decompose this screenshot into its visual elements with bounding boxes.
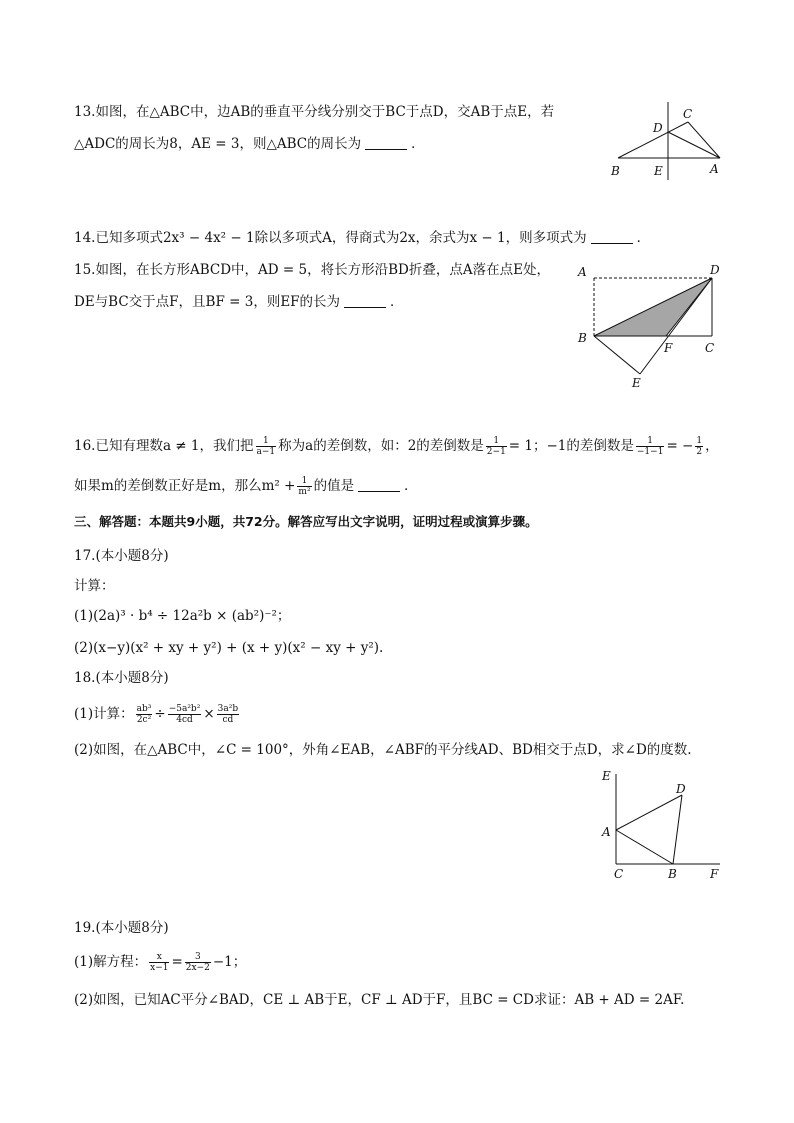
q17-part1: (1)(2a)³ · b⁴ ÷ 12a²b × (ab²)⁻²； [74,608,291,624]
q16-text-1: 16.已知有理数a ≠ 1，我们把 [74,438,254,454]
q17-part2: (2)(x−y)(x² + xy + y²) + (x + y)(x² − xy + y²). [74,640,384,656]
q18-divide-sign: ÷ [154,706,166,722]
q15-label-C: C [705,341,715,355]
q18-label-F: F [710,867,719,881]
q16-line2 [74,474,418,498]
q16-line2-text-b: 的值是 [313,478,355,494]
q19-part1-text: (1)解方程： [74,954,148,970]
q13-label-A: A [710,162,719,176]
q18-label-A: A [602,825,611,839]
q18-figure [596,766,726,884]
q16-fraction-4: $\frac{1}{2}$ [696,436,703,457]
q15-answer-blank [344,293,386,308]
q13-label-D: D [653,121,663,135]
q18-line-AD [616,795,682,830]
q16-period: ． [404,478,418,494]
q16-text-5: ， [705,438,719,454]
q13-line2 [74,134,425,154]
q13-answer-blank [365,135,407,150]
section-3-heading: 三、解答题：本题共9小题，共72分。解答应写出文字说明，证明过程或演算步骤。 [74,514,538,529]
q15-period: ． [390,294,404,310]
q18-label-D: D [676,782,686,796]
q18-fraction-2: $\frac{\text{−5a²b²}}{4cd}$ [168,704,201,725]
q13-line2-text: △ADC的周长为8，AE = 3，则△ABC的周长为 [74,136,362,152]
q19-title: 19.(本小题8分) [74,920,169,936]
q16-fraction-1: $\frac{1}{a-1}$ [256,436,276,457]
q15-figure [574,262,730,392]
q19-fraction-2: $\frac{3}{2x-2}$ [185,952,210,973]
q16-fraction-5: $\frac{1}{\text{m²}}$ [298,476,311,497]
q18-label-E: E [602,769,611,783]
q17-title: 17.(本小题8分) [74,548,169,564]
q18-label-B: B [668,867,677,881]
q16-line2-text: 如果m的差倒数正好是m，那么m² + [74,478,296,494]
q19-part1-tail: −1； [212,954,247,970]
q18-fraction-3: $\frac{\text{3a²b}}{cd}$ [217,704,239,725]
q15-label-A: A [578,265,587,279]
q13-label-C: C [683,107,693,121]
q14-answer-blank [591,229,633,244]
q16-fraction-3: $\frac{1}{-1-1}$ [636,436,664,457]
q16-text-2: 称为a的差倒数，如：2的差倒数是 [278,438,484,454]
q15-line2 [74,292,404,312]
q13-label-E: E [654,164,663,178]
q18-times-sign: × [203,706,215,722]
q15-label-B: B [578,331,587,345]
q15-line-BE [594,336,640,374]
q16-answer-blank [358,477,400,492]
q19-fraction-1: $\frac{x}{x-1}$ [150,952,169,973]
q18-line-AB [616,830,673,864]
q13-line1: 13.如图，在△ABC中，边AB的垂直平分线分别交于BC于点D，交AB于点E，若 [74,104,555,120]
q19-part2: (2)如图，已知AC平分∠BAD，CE ⊥ AB于E，CF ⊥ AD于F，且BC = CD求证：AB + AD = 2AF. [74,992,685,1008]
q19-part1 [74,950,246,974]
q18-fraction-1: $\frac{\text{ab³}}{\text{2c²}}$ [136,704,152,725]
q13-line-CA [688,122,720,158]
q14-line [74,228,650,248]
q14-period: ． [636,230,651,246]
q18-part1-text: (1)计算： [74,706,134,722]
q17-calc: 计算： [74,578,115,594]
q13-line-DA [668,132,720,158]
q19-equals-sign: = [171,954,183,970]
q13-label-B: B [611,164,620,178]
q16-text-3: = 1；−1的差倒数是 [508,438,634,454]
q15-label-D: D [710,263,720,277]
q18-line-DB [673,795,682,864]
q15-line1: 15.如图，在长方形ABCD中，AD = 5，将长方形沿BD折叠，点A落在点E处， [74,262,550,278]
q15-line2-text: DE与BC交于点F，且BF = 3，则EF的长为 [74,294,341,310]
q16-line1 [74,434,719,458]
q16-fraction-2: $\frac{1}{2-1}$ [486,436,506,457]
q18-part2: (2)如图，在△ABC中，∠C = 100°，外角∠EAB，∠ABF的平分线AD、BD相交于点D，求∠D的度数. [74,742,692,758]
q14-text: 14.已知多项式2x³ − 4x² − 1除以多项式A，得商式为2x，余式为x − 1，则多项式为 [74,230,587,246]
q15-shaded-triangle [594,278,712,336]
q13-figure [606,100,732,182]
q15-label-E: E [632,376,641,390]
q16-text-4: = − [666,438,694,454]
q18-title: 18.(本小题8分) [74,670,169,686]
q18-part1 [74,702,241,726]
q13-period: ． [411,136,425,152]
q15-label-F: F [664,341,673,355]
q18-label-C: C [614,867,624,881]
